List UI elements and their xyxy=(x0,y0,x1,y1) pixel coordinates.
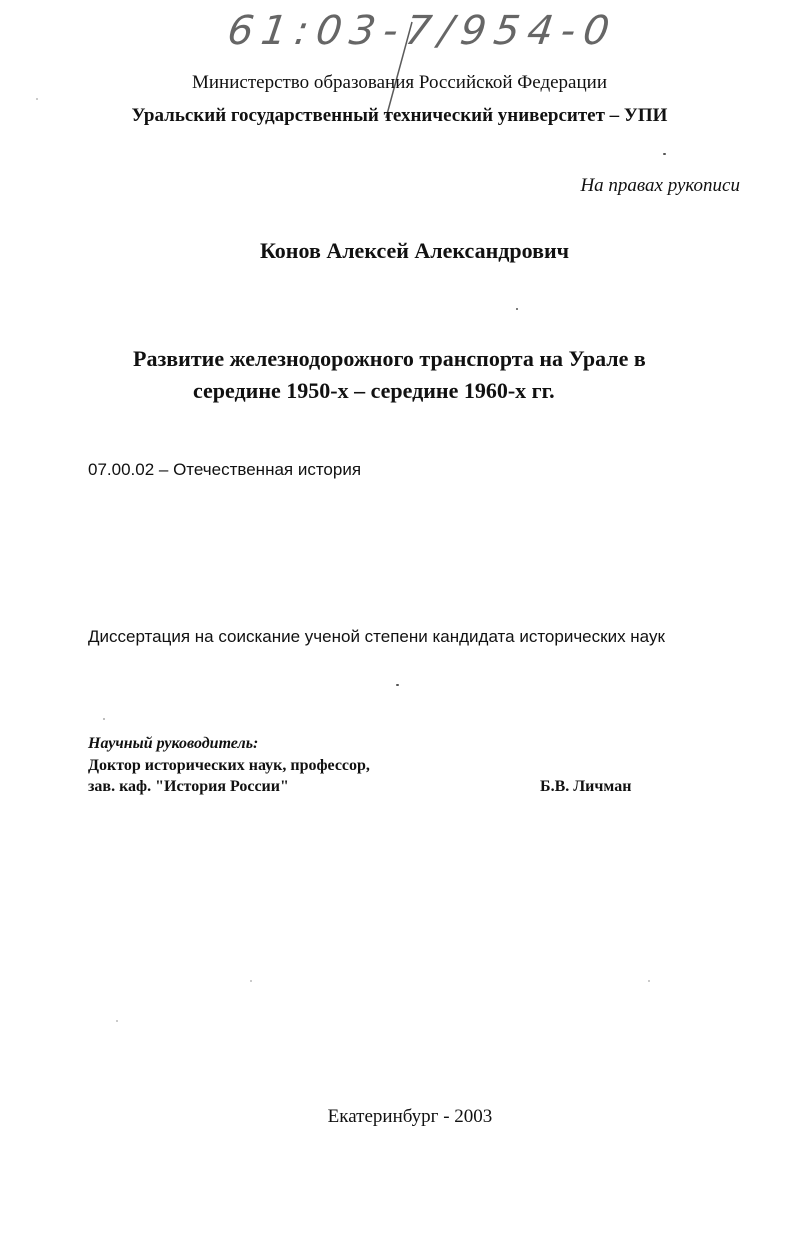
supervisor-label: Научный руководитель: xyxy=(88,735,259,752)
university-heading: Уральский государственный технический университет – УПИ xyxy=(131,105,668,126)
author-name: Конов Алексей Александрович xyxy=(259,238,570,263)
handwritten-archive-code: 61:03-7/954-0 xyxy=(224,8,621,54)
dissertation-title-line1: Развитие железнодорожного транспорта на Урале в xyxy=(133,346,646,371)
ministry-heading: Министерство образования Российской Федерации xyxy=(192,72,607,93)
dissertation-title-line2: середине 1950-х – середине 1960-х гг. xyxy=(193,378,555,403)
scan-speck xyxy=(250,980,252,982)
supervisor-name: Б.В. Личман xyxy=(540,778,632,795)
scan-speck xyxy=(36,98,38,100)
scan-speck xyxy=(663,153,666,155)
scan-speck xyxy=(396,684,399,686)
scan-speck xyxy=(648,980,650,982)
scan-speck xyxy=(516,308,518,310)
dissertation-note: Диссертация на соискание ученой степени кандидата исторических наук xyxy=(88,627,665,646)
scan-speck xyxy=(103,718,105,720)
specialty-code: 07.00.02 – Отечественная история xyxy=(88,460,362,479)
scan-speck xyxy=(116,1020,118,1022)
city-year: Екатеринбург - 2003 xyxy=(327,1106,493,1127)
supervisor-position: зав. каф. "История России" xyxy=(88,778,289,795)
supervisor-degree: Доктор исторических наук, профессор, xyxy=(88,757,370,774)
rights-note: На правах рукописи xyxy=(580,175,740,196)
